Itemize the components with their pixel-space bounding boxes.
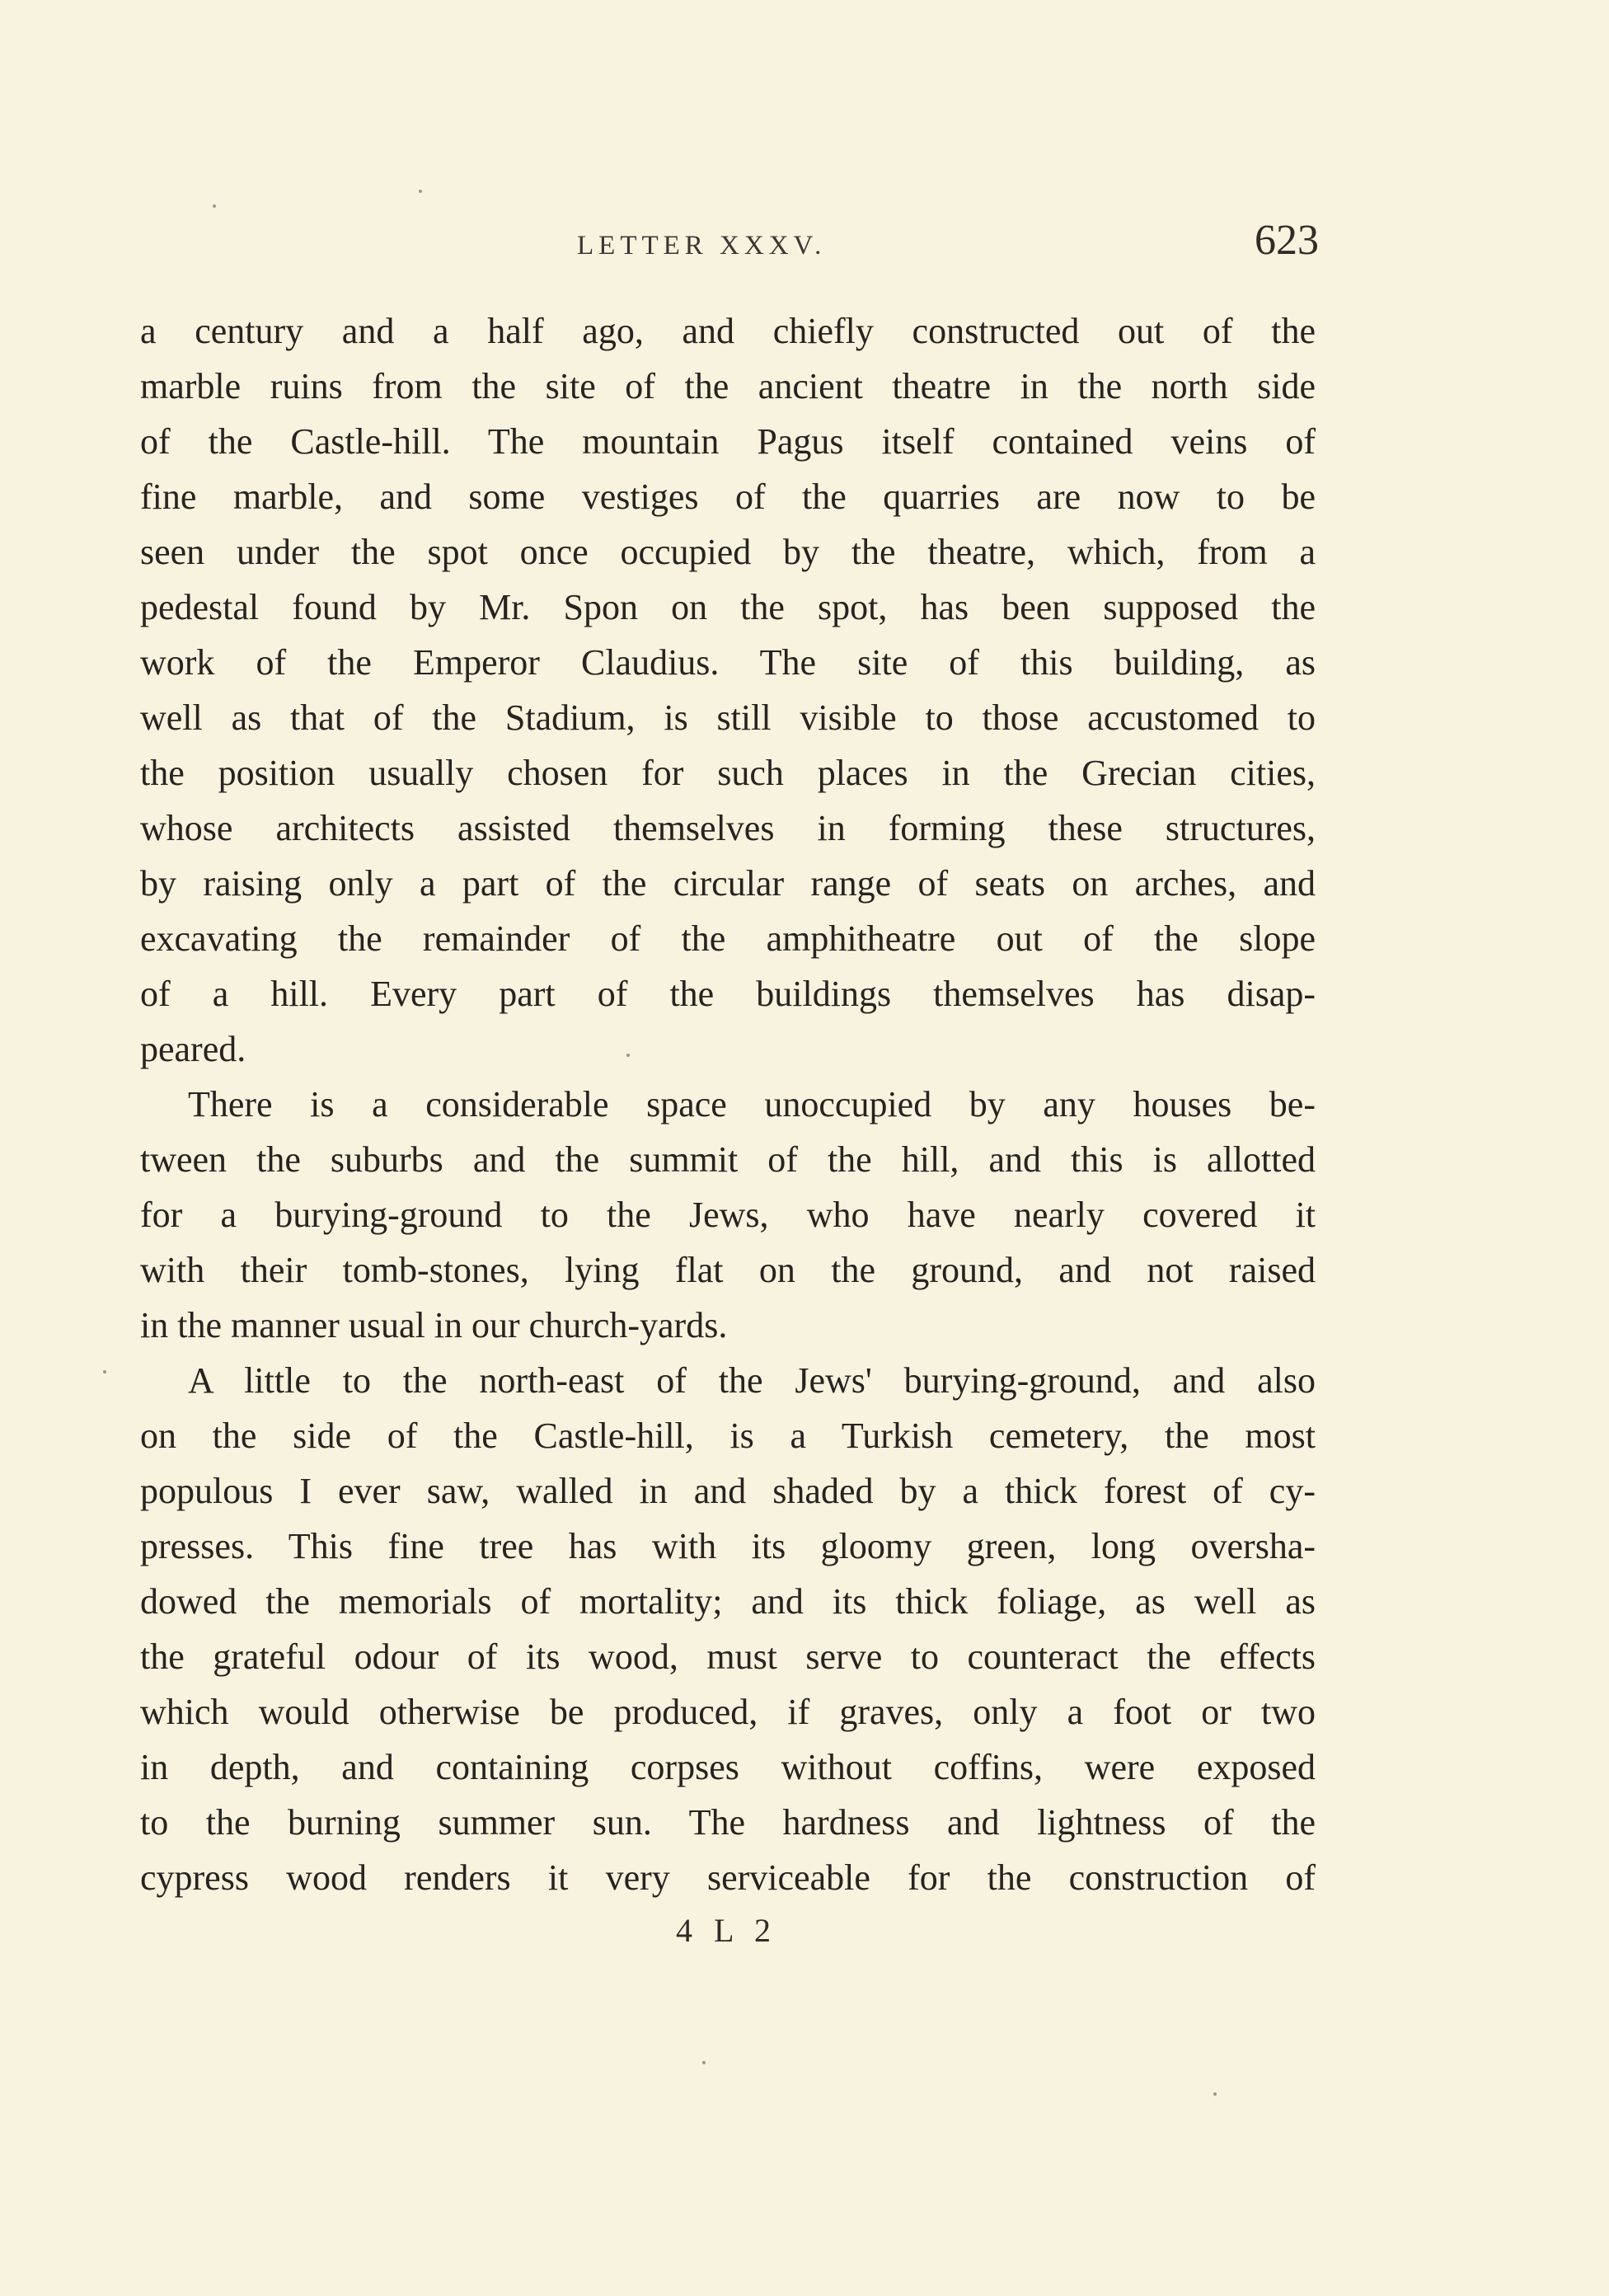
text-line: of the Castle-hill. The mountain Pagus itself contained veins of: [140, 421, 1316, 462]
text-line: of a hill. Every part of the buildings themselves has disap-: [140, 974, 1316, 1014]
paper-speck: [702, 2061, 706, 2064]
text-line: for a burying-ground to the Jews, who have nearly covered it: [140, 1195, 1316, 1235]
text-line: dowed the memorials of mortality; and its thick foliage, as well as: [140, 1581, 1316, 1622]
paper-speck: [1213, 2092, 1217, 2096]
text-line: which would otherwise be produced, if graves, only a foot or two: [140, 1692, 1316, 1732]
text-line: a century and a half ago, and chiefly constructed out of the: [140, 311, 1316, 351]
text-line: to the burning summer sun. The hardness and lightness of the: [140, 1802, 1316, 1843]
running-title: LETTER XXXV.: [577, 231, 827, 261]
text-line: peared.: [140, 1029, 246, 1069]
signature-mark: 4 L 2: [676, 1912, 777, 1949]
text-line: the position usually chosen for such places in the Grecian cities,: [140, 753, 1316, 793]
paper-speck: [103, 1370, 106, 1373]
text-line: excavating the remainder of the amphitheatre out of the slope: [140, 918, 1316, 959]
text-line: well as that of the Stadium, is still visible to those accustomed to: [140, 697, 1316, 738]
page-number: 623: [1255, 217, 1319, 264]
text-line: by raising only a part of the circular range of seats on arches, and: [140, 863, 1316, 904]
body-text: [140, 303, 1316, 1905]
paper-speck: [626, 1054, 630, 1057]
text-line: There is a considerable space unoccupied by any houses be-: [188, 1084, 1316, 1125]
text-line: fine marble, and some vestiges of the quarries are now to be: [140, 477, 1316, 517]
text-line: cypress wood renders it very serviceable for the construction of: [140, 1857, 1316, 1898]
paper-speck: [419, 190, 422, 193]
text-line: on the side of the Castle-hill, is a Turkish cemetery, the most: [140, 1416, 1316, 1456]
text-line: seen under the spot once occupied by the theatre, which, from a: [140, 532, 1316, 572]
text-line: work of the Emperor Claudius. The site of this building, as: [140, 642, 1316, 683]
text-line: with their tomb-stones, lying flat on the ground, and not raised: [140, 1250, 1316, 1290]
text-line: populous I ever saw, walled in and shaded by a thick forest of cy-: [140, 1471, 1316, 1511]
paper-speck: [213, 204, 216, 208]
text-line: pedestal found by Mr. Spon on the spot, has been supposed the: [140, 587, 1316, 627]
text-line: A little to the north-east of the Jews' burying-ground, and also: [188, 1360, 1316, 1401]
text-line: marble ruins from the site of the ancient theatre in the north side: [140, 366, 1316, 406]
running-head: [140, 216, 1319, 274]
text-line: the grateful odour of its wood, must serve to counteract the effects: [140, 1636, 1316, 1677]
text-line: tween the suburbs and the summit of the hill, and this is allotted: [140, 1139, 1316, 1180]
text-line: in the manner usual in our church-yards.: [140, 1305, 728, 1345]
text-line: presses. This fine tree has with its gloomy green, long oversha-: [140, 1526, 1316, 1566]
text-line: in depth, and containing corpses without coffins, were exposed: [140, 1747, 1316, 1787]
text-line: whose architects assisted themselves in forming these structures,: [140, 808, 1316, 848]
